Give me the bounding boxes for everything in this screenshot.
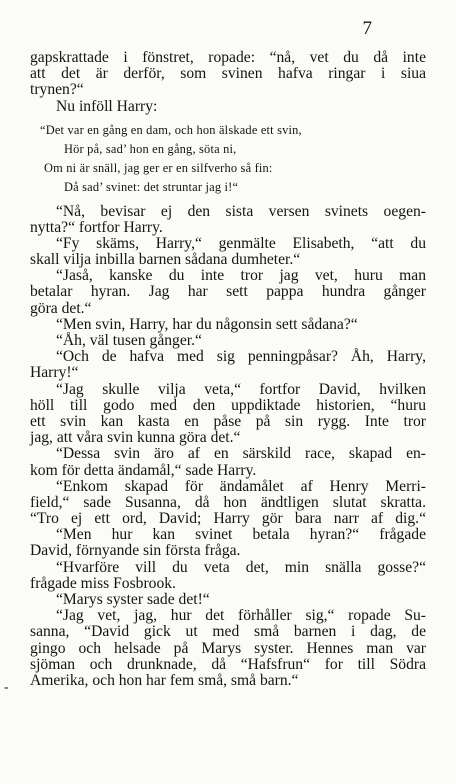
text-line: “Hvarföre vill du veta det, min snälla gosse?“ [56, 558, 426, 576]
paragraph-block-before-poem [30, 50, 426, 115]
poem-line: Hör på, sad’ hon en gång, söta ni, [64, 141, 237, 156]
text-line: “Marys syster sade det!“ [56, 591, 210, 608]
text-line: field,“ sade Susanna, då hon ändtligen slutat skratta. [30, 493, 426, 511]
text-line: “Enkom skapad för ändamålet af Henry Merri- [56, 477, 426, 495]
text-line: “Nå, bevisar ej den sista versen svinets oegen- [56, 202, 426, 220]
poem-line: Då sad’ svinet: det struntar jag i!“ [64, 180, 239, 195]
text-line: “Tro ej ett ord, David; Harry gör bara narr af dig.“ [30, 510, 426, 528]
text-line: “Dessa svin äro af en särskild race, skapad en- [56, 445, 426, 463]
text-line: trynen?“ [30, 81, 84, 99]
text-line: sjöman och drunknade, då “Hafsfrun“ for till Södra [30, 655, 426, 673]
text-line: Amerika, och hon har fem små, små barn.“ [30, 671, 299, 689]
text-line: “Jag skulle vilja veta,“ fortfor David, hvilken [56, 380, 426, 398]
text-line: “Jag vet, jag, hur det förhåller sig,“ ropade Su- [56, 607, 426, 625]
text-line: gingo och helsade på Marys syster. Hennes man var [30, 639, 426, 657]
text-column [30, 50, 426, 689]
text-line: kom för detta ändamål,“ sade Harry. [30, 461, 257, 479]
text-line: betalar hyran. Jag har sett pappa hundra gånger [30, 283, 426, 301]
text-line: “Jaså, kanske du inte tror jag vet, huru man [56, 267, 426, 285]
paragraph-block-after-poem [30, 204, 426, 690]
text-line: Harry!“ [30, 364, 79, 382]
text-line: att det är derför, som svinen hafva ringar i siua [30, 65, 426, 83]
text-line: “Åh, väl tusen gånger.“ [56, 332, 202, 349]
text-line: jag, att våra svin kunna göra det.“ [30, 429, 241, 447]
text-line: sanna, “David gick ut med små barnen i dag, de [30, 623, 426, 641]
text-line: skall vilja inbilla barnen sådana dumheter.“ [30, 251, 301, 269]
text-line: nytta?“ fortfor Harry. [30, 218, 163, 236]
text-line: “Men hur kan svinet betala hyran?“ frågade [56, 526, 426, 544]
text-line: “Fy skäms, Harry,“ genmälte Elisabeth, “att du [56, 234, 426, 252]
poem-line: “Det var en gång en dam, och hon älskade ett svin, [40, 122, 302, 137]
text-line: frågade miss Fosbrook. [30, 574, 176, 592]
text-line: höll till godo med den uppdiktade historien, “huru [30, 396, 426, 414]
text-line: göra det.“ [30, 299, 92, 317]
margin-mark: - [4, 680, 9, 695]
text-line: Nu inföll Harry: [56, 97, 158, 115]
text-line: “Men svin, Harry, har du någonsin sett sådana?“ [56, 315, 358, 333]
text-line: “Och de hafva med sig penningpåsar? Åh, Harry, [56, 348, 426, 366]
text-line: ett svin kan kasta en påse på sin rygg. Inte tror [30, 412, 426, 430]
poem-line: Om ni är snäll, jag ger er en silfverho så fin: [44, 161, 273, 176]
text-line: gapskrattade i fönstret, ropade: “nå, vet du då inte [30, 49, 426, 66]
text-line: David, förnyande sin första fråga. [30, 542, 241, 560]
page-number: 7 [362, 18, 372, 39]
poem-block [30, 121, 426, 198]
